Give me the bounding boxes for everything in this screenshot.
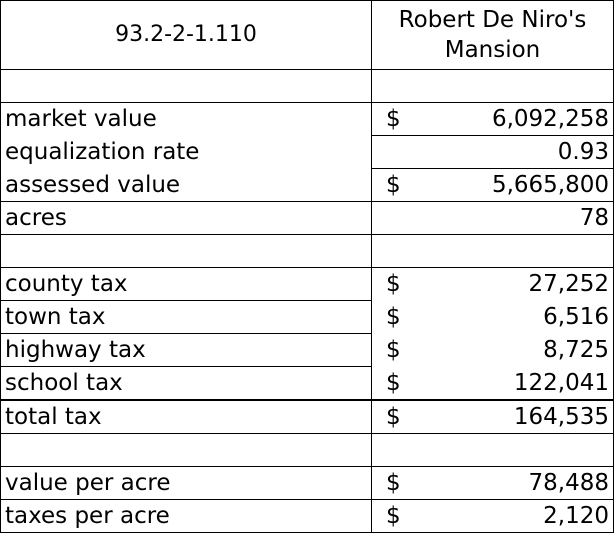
county-tax: 27,252 [528, 271, 609, 297]
school-tax: 122,041 [513, 369, 609, 396]
table-row-town-tax [1, 301, 614, 334]
assessed-value: 5,665,800 [491, 172, 609, 198]
table-row-value-per-acre [1, 467, 614, 500]
taxes-per-acre-cell[interactable] [372, 500, 614, 533]
town-tax-label[interactable]: town tax [1, 301, 372, 334]
taxes-per-acre-label[interactable]: taxes per acre [1, 500, 372, 533]
market-value-label[interactable]: market value [1, 103, 372, 136]
currency-symbol: $ [386, 369, 401, 396]
value-per-acre-label[interactable]: value per acre [1, 467, 372, 500]
market-value-cell[interactable] [372, 103, 614, 136]
acres-label[interactable]: acres [1, 202, 372, 235]
highway-tax-label[interactable]: highway tax [1, 334, 372, 367]
currency-symbol: $ [386, 404, 401, 430]
county-tax-cell[interactable] [372, 268, 614, 301]
value-per-acre-cell[interactable] [372, 467, 614, 500]
county-tax-label[interactable]: county tax [1, 268, 372, 301]
school-tax-cell[interactable] [372, 367, 614, 401]
table-row-highway-tax [1, 334, 614, 367]
acres-cell[interactable] [372, 202, 614, 235]
currency-symbol: $ [386, 503, 401, 529]
total-tax: 164,535 [513, 404, 609, 430]
blank-row [1, 434, 614, 467]
taxes-per-acre: 2,120 [543, 503, 609, 529]
blank-cell[interactable] [1, 235, 372, 268]
equalization-rate-cell[interactable] [372, 136, 614, 169]
parcel-id-cell[interactable] [1, 1, 372, 70]
table-row-taxes-per-acre [1, 500, 614, 533]
blank-cell[interactable] [1, 70, 372, 103]
currency-symbol: $ [386, 106, 401, 132]
table-row-total-tax [1, 400, 614, 434]
property-name-line1: Robert De Niro's [398, 7, 587, 33]
table-row-acres [1, 202, 614, 235]
town-tax-cell[interactable] [372, 301, 614, 334]
currency-symbol: $ [386, 470, 401, 496]
blank-row [1, 70, 614, 103]
property-name-cell[interactable] [372, 1, 614, 70]
blank-cell[interactable] [372, 235, 614, 268]
highway-tax-cell[interactable] [372, 334, 614, 367]
acres: 78 [579, 205, 609, 231]
parcel-id: 93.2-2-1.110 [115, 22, 257, 47]
property-name-line2: Mansion [444, 37, 541, 63]
table-row-school-tax [1, 367, 614, 401]
currency-symbol: $ [386, 303, 401, 330]
value-per-acre: 78,488 [528, 470, 609, 496]
school-tax-label[interactable]: school tax [1, 367, 372, 401]
currency-symbol: $ [386, 172, 401, 198]
table-row-equalization-rate [1, 136, 614, 169]
currency-symbol: $ [386, 271, 401, 297]
blank-cell[interactable] [372, 70, 614, 103]
highway-tax: 8,725 [543, 336, 609, 363]
blank-row [1, 235, 614, 268]
total-tax-label[interactable]: total tax [1, 400, 372, 434]
total-tax-cell[interactable] [372, 400, 614, 434]
table-row-assessed-value [1, 169, 614, 202]
market-value: 6,092,258 [491, 106, 609, 132]
assessed-value-cell[interactable] [372, 169, 614, 202]
town-tax: 6,516 [543, 303, 609, 330]
blank-cell[interactable] [1, 434, 372, 467]
equalization-rate: 0.93 [557, 139, 609, 165]
blank-cell[interactable] [372, 434, 614, 467]
header-row [1, 1, 614, 70]
equalization-rate-label[interactable]: equalization rate [1, 136, 372, 169]
assessed-value-label[interactable]: assessed value [1, 169, 372, 202]
table-row-county-tax [1, 268, 614, 301]
currency-symbol: $ [386, 336, 401, 363]
table-row-market-value [1, 103, 614, 136]
